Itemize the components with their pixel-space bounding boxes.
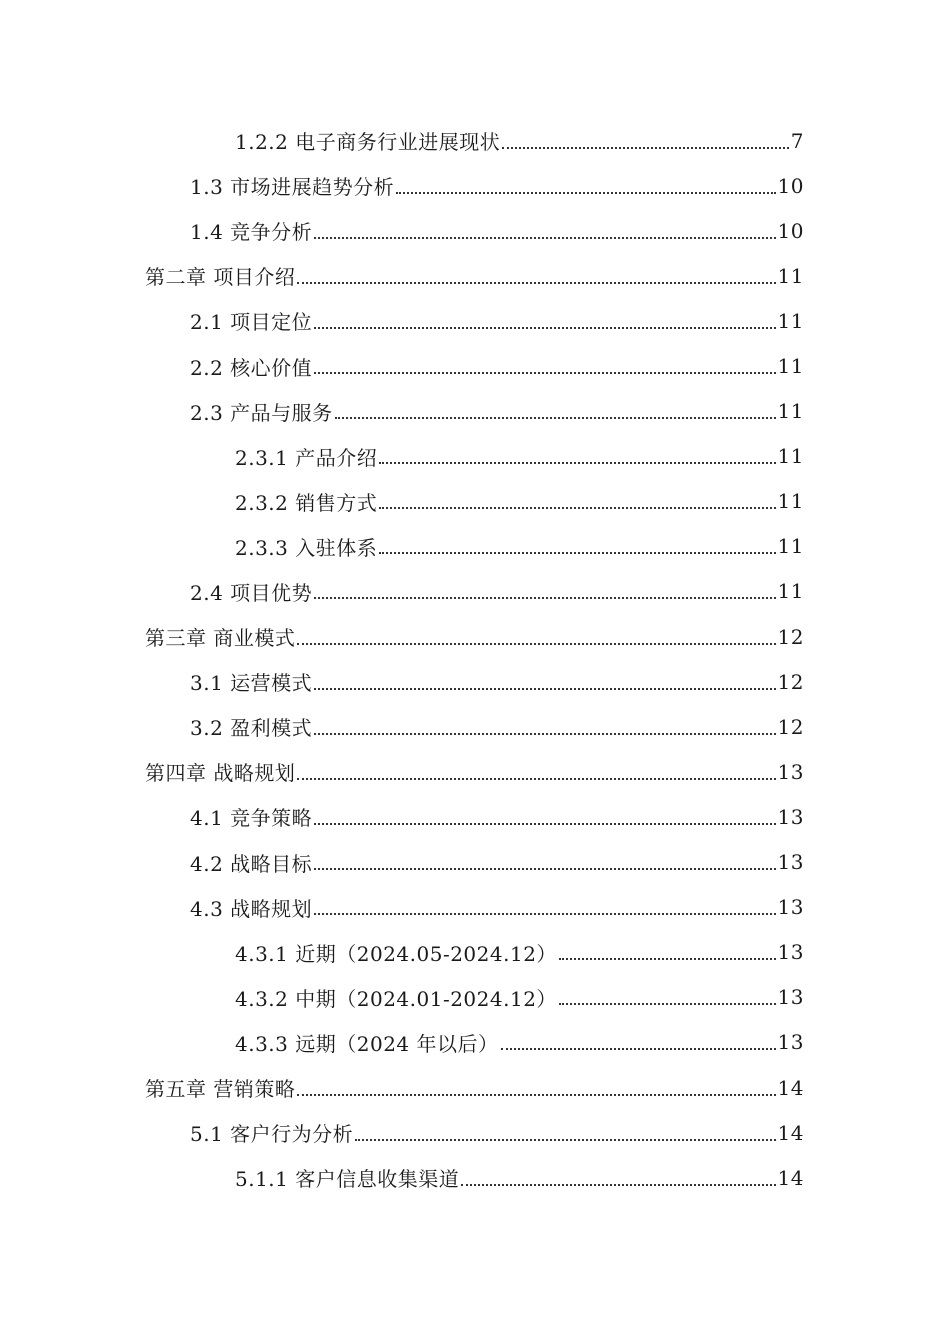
toc-entry[interactable] (0, 253, 950, 298)
toc-dot-leader (314, 668, 775, 690)
toc-entry-title: 1.4 竞争分析 (190, 220, 313, 245)
toc-dot-leader (559, 938, 776, 960)
toc-entry[interactable] (0, 930, 950, 975)
toc-entry-title: 第三章 商业模式 (145, 626, 296, 651)
toc-entry-title: 3.1 运营模式 (190, 671, 313, 696)
toc-entry-page: 10 (777, 218, 804, 243)
toc-entry-title: 2.4 项目优势 (190, 580, 313, 605)
toc-entry-page: 14 (777, 1165, 804, 1190)
toc-entry[interactable] (0, 840, 950, 885)
toc-entry-page: 12 (777, 714, 804, 739)
toc-entry[interactable] (0, 614, 950, 659)
toc-entry-page: 11 (777, 308, 804, 333)
toc-entry-title: 2.3.1 产品介绍 (235, 445, 378, 470)
toc-entry-page: 11 (777, 263, 804, 288)
toc-dot-leader (297, 262, 775, 284)
toc-dot-leader (297, 758, 775, 780)
toc-entry-page: 11 (777, 489, 804, 514)
toc-entry-page: 11 (777, 354, 804, 379)
toc-entry-page: 7 (790, 128, 804, 153)
toc-dot-leader (297, 1074, 775, 1096)
toc-entry[interactable] (0, 1020, 950, 1065)
toc-entry[interactable] (0, 794, 950, 839)
toc-entry[interactable] (0, 298, 950, 343)
toc-entry[interactable] (0, 343, 950, 388)
toc-entry-page: 12 (777, 624, 804, 649)
toc-entry-page: 13 (777, 850, 804, 875)
toc-entry-title: 第五章 营销策略 (145, 1077, 296, 1102)
toc-dot-leader (502, 127, 789, 149)
toc-entry-title: 4.1 竞争策略 (190, 806, 313, 831)
toc-entry-page: 13 (777, 1030, 804, 1055)
toc-entry-title: 5.1 客户行为分析 (190, 1122, 354, 1147)
toc-dot-leader (314, 713, 775, 735)
toc-dot-leader (297, 623, 775, 645)
toc-dot-leader (314, 352, 775, 374)
toc-entry[interactable] (0, 163, 950, 208)
toc-entry-page: 10 (777, 173, 804, 198)
toc-entry-title: 2.3 产品与服务 (190, 400, 333, 425)
toc-dot-leader (501, 1028, 776, 1050)
toc-entry-title: 第四章 战略规划 (145, 761, 296, 786)
toc-dot-leader (314, 307, 775, 329)
toc-entry-title: 2.1 项目定位 (190, 310, 313, 335)
toc-entry-page: 12 (777, 669, 804, 694)
toc-dot-leader (461, 1164, 775, 1186)
toc-entry[interactable] (0, 208, 950, 253)
toc-entry-title: 4.2 战略目标 (190, 851, 313, 876)
toc-entry[interactable] (0, 569, 950, 614)
toc-entry[interactable] (0, 659, 950, 704)
toc-dot-leader (314, 893, 775, 915)
toc-entry[interactable] (0, 479, 950, 524)
toc-dot-leader (314, 848, 775, 870)
toc-entry-title: 2.3.2 销售方式 (235, 490, 378, 515)
toc-entry[interactable] (0, 1110, 950, 1155)
toc-dot-leader (379, 532, 775, 554)
toc-entry-title: 1.3 市场进展趋势分析 (190, 175, 395, 200)
toc-dot-leader (379, 442, 775, 464)
toc-entry-title: 4.3.2 中期（2024.01-2024.12） (235, 986, 557, 1011)
toc-dot-leader (314, 803, 775, 825)
toc-entry-page: 13 (777, 759, 804, 784)
toc-entry-title: 第二章 项目介绍 (145, 265, 296, 290)
toc-entry-page: 11 (777, 579, 804, 604)
toc-entry-page: 11 (777, 534, 804, 559)
toc-entry-title: 3.2 盈利模式 (190, 716, 313, 741)
toc-entry-page: 13 (777, 940, 804, 965)
toc-entry-title: 1.2.2 电子商务行业进展现状 (235, 130, 501, 155)
toc-entry[interactable] (0, 1065, 950, 1110)
toc-entry-title: 4.3.1 近期（2024.05-2024.12） (235, 941, 557, 966)
toc-entry[interactable] (0, 1155, 950, 1200)
toc-entry-title: 5.1.1 客户信息收集渠道 (235, 1167, 460, 1192)
toc-entry[interactable] (0, 524, 950, 569)
toc-entry[interactable] (0, 975, 950, 1020)
toc-entry-page: 14 (777, 1120, 804, 1145)
toc-entry-page: 11 (777, 444, 804, 469)
toc-entry[interactable] (0, 704, 950, 749)
toc-entry-page: 13 (777, 985, 804, 1010)
table-of-contents (0, 118, 950, 1200)
toc-entry[interactable] (0, 118, 950, 163)
toc-entry-title: 2.3.3 入驻体系 (235, 535, 378, 560)
toc-dot-leader (335, 397, 776, 419)
toc-entry-page: 13 (777, 895, 804, 920)
toc-entry-page: 14 (777, 1075, 804, 1100)
toc-dot-leader (314, 577, 775, 599)
toc-entry-title: 4.3 战略规划 (190, 896, 313, 921)
toc-dot-leader (314, 217, 775, 239)
toc-entry[interactable] (0, 434, 950, 479)
toc-dot-leader (355, 1119, 775, 1141)
toc-entry-title: 4.3.3 远期（2024 年以后） (235, 1031, 499, 1056)
toc-dot-leader (559, 983, 776, 1005)
toc-entry[interactable] (0, 885, 950, 930)
toc-entry[interactable] (0, 389, 950, 434)
toc-entry-page: 11 (777, 399, 804, 424)
toc-entry-page: 13 (777, 804, 804, 829)
toc-dot-leader (396, 172, 775, 194)
toc-dot-leader (379, 487, 775, 509)
toc-entry[interactable] (0, 749, 950, 794)
toc-entry-title: 2.2 核心价值 (190, 355, 313, 380)
